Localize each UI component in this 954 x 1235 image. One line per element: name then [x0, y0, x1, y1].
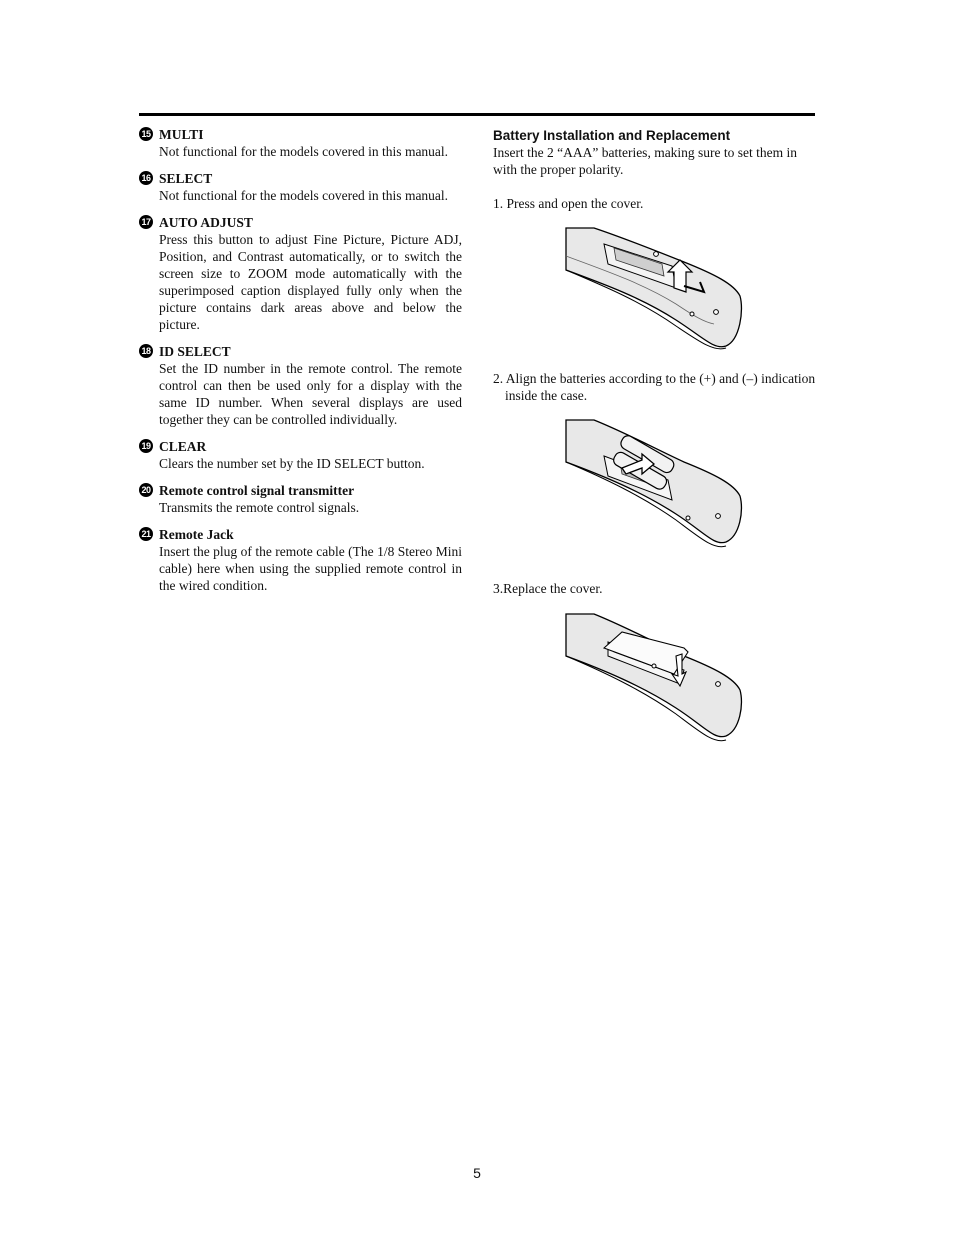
- item-title: SELECT: [159, 171, 213, 186]
- item-multi: [139, 126, 462, 160]
- item-title: Remote control signal transmitter: [159, 483, 355, 498]
- item-title: Remote Jack: [159, 527, 234, 542]
- item-number-badge: 15: [139, 127, 153, 141]
- item-description: Clears the number set by the ID SELECT button.: [159, 456, 425, 471]
- remote-open-cover-illustration: [564, 226, 744, 352]
- item-clear: [139, 438, 462, 472]
- step-1-text: 1. Press and open the cover.: [493, 196, 644, 211]
- item-id-select: [139, 343, 462, 428]
- item-title: CLEAR: [159, 439, 207, 454]
- left-column: [139, 126, 462, 604]
- item-number-badge: 17: [139, 215, 153, 229]
- remote-battery-insert-illustration: [564, 418, 744, 556]
- item-description: Set the ID number in the remote control. The remote control can then be used only for a display with the same ID number. When several displays are used together they can be controlled individually.: [159, 361, 462, 427]
- item-description: Not functional for the models covered in this manual.: [159, 188, 449, 203]
- item-remote-signal-transmitter: [139, 482, 462, 516]
- item-description: Press this button to adjust Fine Picture, Picture ADJ, Position, and Contrast automatically, or to switch the screen size to ZOOM mode automatically with the superimposed caption displayed fully only when the picture contains dark areas above and below the picture.: [159, 232, 462, 332]
- step-3-text: 3.Replace the cover.: [493, 581, 603, 596]
- item-number-badge: 19: [139, 439, 153, 453]
- item-select: [139, 170, 462, 204]
- step-2-text: 2. Align the batteries according to the (+) and (–) indication inside the case.: [493, 371, 816, 403]
- item-number-badge: 21: [139, 527, 153, 541]
- page-number: 5: [473, 1165, 481, 1181]
- item-description: Insert the plug of the remote cable (The 1/8 Stereo Mini cable) here when using the supplied remote control in the wired condition.: [159, 544, 462, 593]
- top-rule: [139, 113, 815, 116]
- item-title: AUTO ADJUST: [159, 215, 253, 230]
- battery-section-title: Battery Installation and Replacement: [493, 128, 731, 143]
- item-number-badge: 20: [139, 483, 153, 497]
- battery-intro: Insert the 2 “AAA” batteries, making sure to set them in with the proper polarity.: [493, 145, 798, 177]
- item-title: MULTI: [159, 127, 204, 142]
- item-description: Transmits the remote control signals.: [159, 500, 360, 515]
- item-number-badge: 16: [139, 171, 153, 185]
- item-number-badge: 18: [139, 344, 153, 358]
- item-auto-adjust: [139, 214, 462, 333]
- right-column: [493, 126, 815, 212]
- item-remote-jack: [139, 526, 462, 594]
- item-description: Not functional for the models covered in this manual.: [159, 144, 449, 159]
- item-title: ID SELECT: [159, 344, 231, 359]
- remote-replace-cover-illustration: [564, 612, 744, 746]
